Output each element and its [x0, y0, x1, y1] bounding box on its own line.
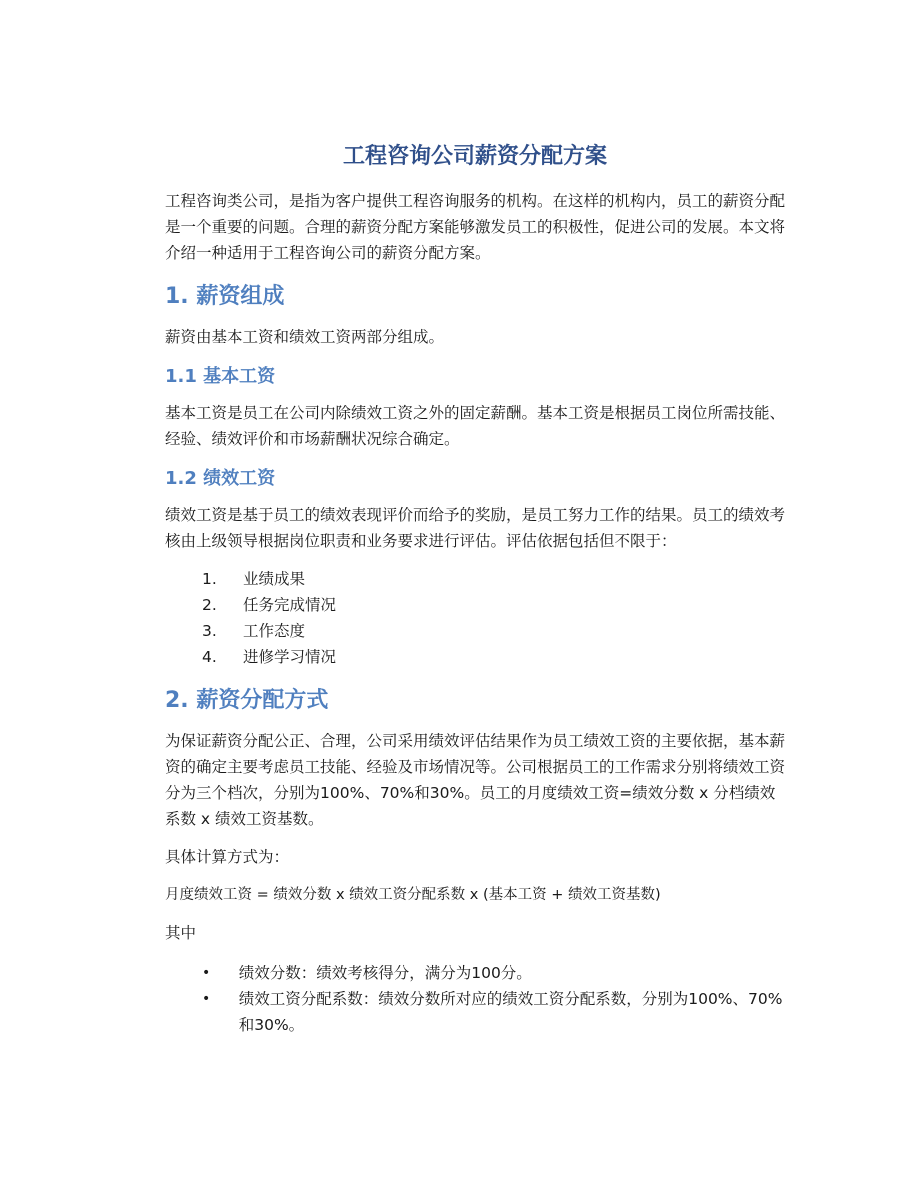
list-item-label: 工作态度: [243, 622, 306, 640]
formula-line: 月度绩效工资 = 绩效分数 x 绩效工资分配系数 x (基本工资 + 绩效工资基数): [165, 887, 661, 903]
subsection-heading-1-1: 1.1 基本工资: [165, 366, 276, 387]
evaluation-criteria-list: [165, 566, 785, 670]
intro-paragraph: 工程咨询类公司，是指为客户提供工程咨询服务的机构。在这样的机构内，员工的薪资分配是一个重要的问题。合理的薪资分配方案能够激发员工的积极性，促进公司的发展。本文将介绍一种适用于工程咨询公司的薪资分配方案。: [165, 192, 786, 262]
calculation-label: 具体计算方式为：: [165, 848, 290, 866]
where-label: 其中: [165, 924, 197, 942]
section-heading-1: 1. 薪资组成: [165, 284, 285, 309]
list-item: [165, 644, 785, 670]
list-item: [165, 986, 785, 1038]
subsection-1-1-text: 基本工资是员工在公司内除绩效工资之外的固定薪酬。基本工资是根据员工岗位所需技能、经验、绩效评价和市场薪酬状况综合确定。: [165, 404, 786, 448]
bullet-icon: •: [202, 965, 211, 981]
list-item-label: 业绩成果: [243, 570, 306, 588]
list-number: 2.: [202, 596, 217, 614]
subsection-1-2-text: 绩效工资是基于员工的绩效表现评价而给予的奖励，是员工努力工作的结果。员工的绩效考核由上级领导根据岗位职责和业务要求进行评估。评估依据包括但不限于：: [165, 506, 786, 550]
list-number: 1.: [202, 570, 217, 588]
list-item: [165, 618, 785, 644]
document-title: 工程咨询公司薪资分配方案: [342, 144, 607, 169]
document-body: [165, 140, 785, 1038]
section-1-text: 薪资由基本工资和绩效工资两部分组成。: [165, 328, 445, 346]
list-item: [165, 960, 785, 986]
list-number: 4.: [202, 648, 217, 666]
list-item: [165, 566, 785, 592]
subsection-heading-1-2: 1.2 绩效工资: [165, 468, 276, 489]
section-heading-2: 2. 薪资分配方式: [165, 688, 329, 713]
bullet-icon: •: [202, 991, 211, 1007]
list-item-label: 任务完成情况: [243, 596, 337, 614]
list-item: [165, 592, 785, 618]
bullet-text: 绩效工资分配系数：绩效分数所对应的绩效工资分配系数，分别为100%、70%和30%。: [238, 990, 783, 1034]
bullet-text: 绩效分数：绩效考核得分，满分为100分。: [238, 964, 532, 982]
section-2-text: 为保证薪资分配公正、合理，公司采用绩效评估结果作为员工绩效工资的主要依据，基本薪资的确定主要考虑员工技能、经验及市场情况等。公司根据员工的工作需求分别将绩效工资分为三个档次，分别为100%、70%和30%。员工的月度绩效工资=绩效分数 x 分档绩效系数 x 绩效工资基数。: [165, 732, 786, 828]
list-item-label: 进修学习情况: [243, 648, 337, 666]
list-number: 3.: [202, 622, 217, 640]
definition-bullet-list: [165, 960, 785, 1038]
